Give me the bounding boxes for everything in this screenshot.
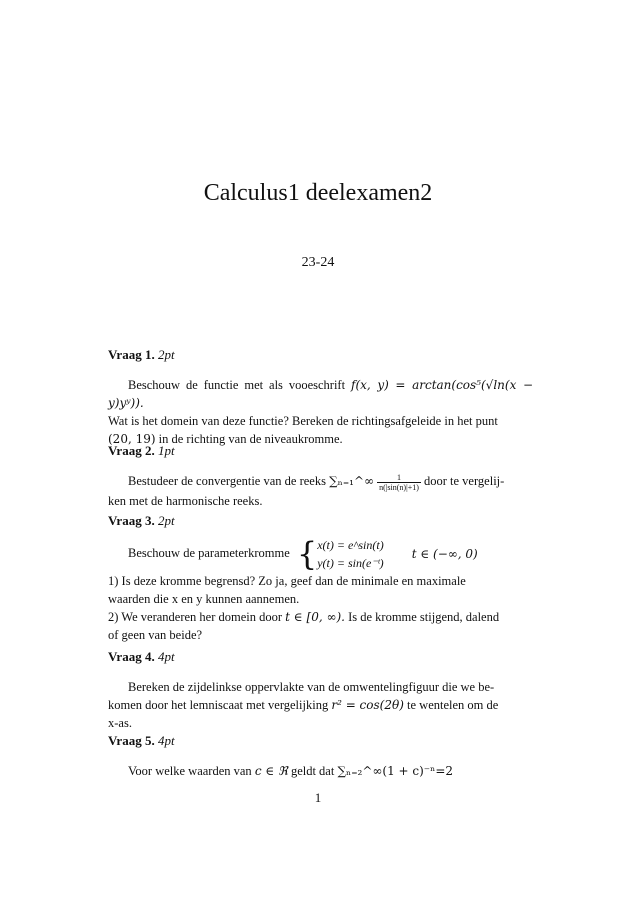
document-date: 23-24: [301, 255, 335, 270]
question-3-range: t ∈ (−∞, 0): [411, 547, 478, 561]
question-4-line2-rest: te wentelen om de: [407, 698, 499, 712]
question-4-line3: x-as.: [108, 716, 132, 730]
question-3: [108, 512, 533, 644]
page-number: 1: [314, 790, 322, 805]
question-3-brace: {: [296, 535, 318, 573]
question-3-body: [108, 536, 533, 644]
question-5-body: [108, 762, 533, 780]
question-2: [108, 442, 533, 510]
question-3-part1-line2: waarden die x en y kunnen aannemen.: [108, 592, 300, 606]
question-2-heading: [108, 442, 533, 460]
question-1-point: (20, 19): [108, 432, 156, 446]
question-1-points: 2pt: [157, 347, 175, 362]
question-2-series-symbol: ∑ₙ₌₁^∞: [329, 474, 375, 488]
question-1-line3-text: in de richting van de niveaukromme.: [158, 432, 343, 446]
question-2-points: 1pt: [157, 443, 175, 458]
question-1-heading: [108, 346, 533, 364]
question-4: [108, 648, 533, 732]
question-5-heading: [108, 732, 533, 750]
question-3-part2-line2: of geen van beide?: [108, 628, 203, 642]
question-2-label: Vraag 2.: [108, 443, 155, 458]
question-2-line2: ken met de harmonische reeks.: [108, 493, 263, 508]
question-1-line1-text: Beschouw de functie met als vooeschrift: [128, 378, 346, 392]
question-3-part1-line1: 1) Is deze kromme begrensd? Zo ja, geef dan de minimale en maximale: [108, 574, 466, 588]
question-2-fraction: [377, 473, 421, 492]
question-4-label: Vraag 4.: [108, 649, 155, 664]
question-4-line1: Bereken de zijdelinkse oppervlakte van de omwentelingfiguur die we be-: [128, 680, 495, 694]
question-3-equations: [317, 536, 383, 572]
question-3-label: Vraag 3.: [108, 513, 155, 528]
question-1-function: f(x, y) = arctan(cos⁵(√ln(x − y)yʸ)).: [108, 378, 534, 410]
question-5-series: ∑ₙ₌₂^∞(1 + c)⁻ⁿ=2: [337, 764, 454, 778]
question-2-fraction-denominator: n(|sin(n)|+1): [379, 482, 419, 492]
question-5-points: 4pt: [157, 733, 175, 748]
question-5-domain: c ∈ ℜ: [254, 764, 288, 778]
question-3-intro: Beschouw de parameterkromme: [128, 545, 290, 560]
question-5-text-before: Voor welke waarden van: [128, 764, 252, 778]
question-3-part2-domain: t ∈ [0, ∞).: [285, 610, 345, 624]
question-4-points: 4pt: [157, 649, 175, 664]
question-3-points: 2pt: [157, 513, 175, 528]
question-5: [108, 732, 533, 780]
question-3-part2-text: 2) We veranderen her domein door: [108, 610, 283, 624]
question-2-fraction-numerator: 1: [377, 473, 421, 483]
question-1-body: [108, 376, 533, 448]
document-title: Calculus1 deelexamen2: [203, 180, 433, 206]
question-2-text-before: Bestudeer de convergentie van de reeks: [128, 474, 326, 488]
question-1-label: Vraag 1.: [108, 347, 155, 362]
question-1: [108, 346, 533, 448]
question-4-heading: [108, 648, 533, 666]
question-3-y-equation: y(t) = sin(e⁻ᵗ): [317, 556, 384, 570]
question-4-line2-text: komen door het lemniscaat met vergelijking: [108, 698, 329, 712]
question-3-part2-rest: Is de kromme stijgend, dalend: [348, 610, 500, 624]
question-5-text-mid: geldt dat: [290, 764, 335, 778]
question-2-text-after: door te vergelij-: [424, 474, 505, 488]
question-5-label: Vraag 5.: [108, 733, 155, 748]
question-3-x-equation: x(t) = e^sin(t): [317, 538, 384, 552]
question-3-heading: [108, 512, 533, 530]
question-4-equation: r² = cos(2θ): [331, 698, 404, 712]
question-3-system: [297, 536, 478, 572]
question-4-body: [108, 678, 533, 732]
question-1-line2: Wat is het domein van deze functie? Bereken de richtingsafgeleide in het punt: [108, 414, 498, 428]
question-2-body: [108, 472, 533, 510]
